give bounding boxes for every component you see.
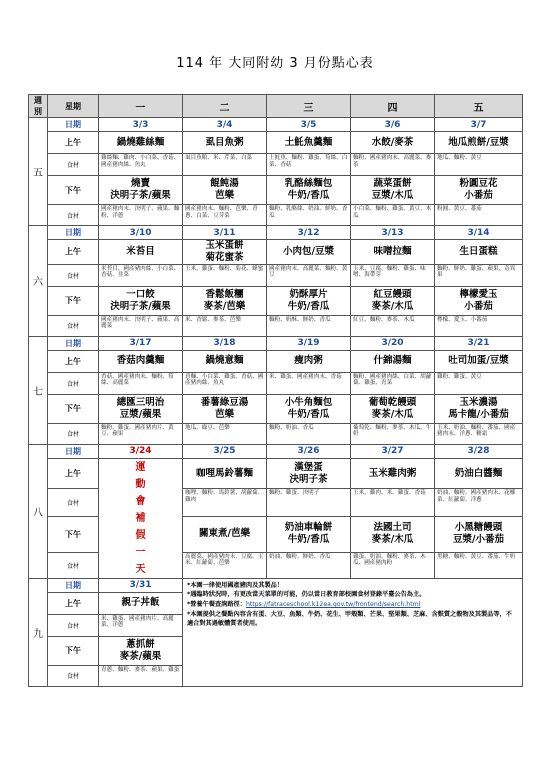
date-cell: 3/4 (183, 118, 267, 132)
pm-meal: 小牛角麵包 牛奶/香瓜 (267, 394, 351, 423)
am-ingredients: 米、雞蛋、國產豬肉末、香菇 (267, 372, 351, 394)
date-cell: 3/13 (351, 226, 435, 240)
pm-ingredients: 檸檬、愛玉、小番茄 (435, 315, 523, 336)
ingredients-label: 食材 (48, 614, 99, 636)
day-tue: 二 (183, 95, 267, 118)
menu-row (29, 315, 523, 336)
date-cell: 3/17 (99, 336, 183, 350)
menu-row (29, 286, 523, 315)
date-cell: 3/26 (267, 444, 351, 458)
makeup-char: 天 (135, 563, 146, 575)
notes-cell (183, 578, 523, 686)
pm-meal: 法國土司 麥茶/木瓜 (351, 516, 435, 552)
ingredients-label: 食材 (48, 489, 99, 516)
menu-row (29, 264, 523, 286)
am-ingredients: 奶油、麵粉、國產豬肉末、花椰菜、紅蘿蔔、洋蔥 (435, 489, 523, 516)
ingredients-label: 食材 (48, 264, 99, 286)
pm-meal: 乳酪絲麵包 牛奶/香瓜 (267, 176, 351, 205)
makeup-holiday (99, 458, 183, 578)
week-header: 週別 (29, 95, 48, 118)
pm-ingredients: 麵粉、奶油、香瓜 (267, 423, 351, 444)
pm-ingredients: 地瓜、綠豆、芭樂 (183, 423, 267, 444)
am-ingredients: 玉米、豆腐、麵粉、雞蛋、味噌、海帶芽 (351, 264, 435, 286)
pm-ingredients: 葡萄乾、麵粉、麥茶、木瓜、牛奶 (351, 423, 435, 444)
week-cell: 五 (29, 118, 48, 226)
makeup-char: 一 (135, 546, 146, 558)
date-label: 日期 (48, 118, 99, 132)
am-meal: 地瓜煎餅/豆漿 (435, 132, 523, 154)
am-meal: 玉米蛋餅 菊花蜜茶 (183, 240, 267, 265)
am-meal: 漢堡蛋 決明子茶 (267, 458, 351, 489)
pm-meal: 燒賣 決明子茶/蘋果 (99, 176, 183, 205)
menu-row (29, 240, 523, 265)
pm-ingredients: 粉圓、黃豆、番茄 (435, 205, 523, 226)
pm-meal: 總匯三明治 豆漿/蘋果 (99, 394, 183, 423)
pm-ingredients: 青蔥、麵粉、麥茶、蘋果、雞蛋 (99, 665, 183, 686)
am-ingredients: 香菇、國產豬肉末、麵粉、筍絲、高麗菜 (99, 372, 183, 394)
note-lunch-query (187, 600, 518, 610)
am-ingredients: 雞粉、雞蛋、黃豆 (435, 372, 523, 394)
pm-meal: 餛飩湯 芭樂 (183, 176, 267, 205)
am-meal: 味噌拉麵 (351, 240, 435, 265)
makeup-char: 假 (135, 529, 146, 541)
am-meal: 虱目魚粥 (183, 132, 267, 154)
menu-row (29, 176, 523, 205)
pm-meal: 番薯綠豆湯 芭樂 (183, 394, 267, 423)
note-lunch-label: *營養午餐查詢路徑： (187, 600, 246, 608)
am-ingredients: 麵粉、鮮奶、雞蛋、蘋果、奇異果 (435, 264, 523, 286)
am-label: 上午 (48, 350, 99, 372)
week-cell: 七 (29, 336, 48, 444)
pm-label: 下午 (48, 516, 99, 552)
date-cell: 3/7 (435, 118, 523, 132)
am-meal: 鍋燒意麵 (183, 350, 267, 372)
menu-row (29, 226, 523, 240)
am-ingredients: 雞絲麵、雞肉、小白菜、香菇、國產豬肉絲、魚丸 (99, 154, 183, 176)
ingredients-label: 食材 (48, 552, 99, 578)
am-meal: 土魠魚羹麵 (267, 132, 351, 154)
date-label: 日期 (48, 444, 99, 458)
snack-menu-table (28, 94, 523, 687)
am-ingredients: 米、雞蛋、國產豬肉片、高麗菜、洋蔥 (99, 614, 183, 636)
pm-ingredients: 麵粉、雞蛋、國產豬肉片、黃豆、蘋果 (99, 423, 183, 444)
am-ingredients: 麵粉、國產豬肉末、高麗菜、麥茶 (351, 154, 435, 176)
pm-ingredients: 奶油、麵粉、鮮奶、香瓜 (267, 552, 351, 578)
date-cell: 3/31 (99, 578, 183, 592)
am-meal: 奶油白醬麵 (435, 458, 523, 489)
page-title: 114 年 大同附幼 3 月份點心表 (176, 56, 374, 71)
menu-row (29, 205, 523, 226)
date-cell: 3/5 (267, 118, 351, 132)
am-ingredients: 土魠魚、麵粉、雞蛋、筍絲、白菜、香菇 (267, 154, 351, 176)
am-ingredients: 麵粉、雞蛋、決明子 (267, 489, 351, 516)
date-cell: 3/21 (435, 336, 523, 350)
ingredients-label: 食材 (48, 423, 99, 444)
pm-ingredients: 國產豬肉末、決明子、蘋果、高麗菜 (99, 315, 183, 336)
date-cell: 3/28 (435, 444, 523, 458)
menu-row (29, 336, 523, 350)
day-fri: 五 (435, 95, 523, 118)
pm-ingredients: 高麗菜、國產豬肉末、豆腐、玉米、紅蘿蔔、芭樂 (183, 552, 267, 578)
menu-row (29, 458, 523, 489)
am-meal: 瘦肉粥 (267, 350, 351, 372)
date-label: 日期 (48, 578, 99, 592)
pm-ingredients: 麵粉、奶酥、鮮奶、香瓜 (267, 315, 351, 336)
pm-ingredients: 國產豬肉末、決明子、蘋果、麵粉、洋蔥 (99, 205, 183, 226)
note-pork: *本園一律使用國產豬肉及其製品！ (187, 581, 284, 589)
pm-meal: 蔥抓餅 麥茶/蘋果 (99, 636, 183, 665)
lunch-query-link[interactable]: https://fatraceschool.k12ea.gov.tw/frontend/search.html (245, 600, 421, 608)
am-meal: 鍋燒雞絲麵 (99, 132, 183, 154)
week-cell: 九 (29, 578, 48, 686)
pm-meal: 玉米濃湯 馬卡龍/小番茄 (435, 394, 523, 423)
pm-meal: 關東煮/芭樂 (183, 516, 267, 552)
pm-meal: 小黑糖饅頭 豆漿/小番茄 (435, 516, 523, 552)
pm-meal: 檸檬愛玉 小番茄 (435, 286, 523, 315)
date-cell: 3/18 (183, 336, 267, 350)
date-cell: 3/14 (435, 226, 523, 240)
am-meal: 小肉包/豆漿 (267, 240, 351, 265)
day-wed: 三 (267, 95, 351, 118)
am-ingredients: 意麵、小白菜、雞蛋、香菇、國產豬肉絲、魚丸 (183, 372, 267, 394)
pm-meal: 紅豆饅頭 麥茶/木瓜 (351, 286, 435, 315)
pm-meal: 奶酥厚片 牛奶/香瓜 (267, 286, 351, 315)
am-ingredients: 米苔目、國產豬肉絲、小白菜、香菇、韭菜 (99, 264, 183, 286)
pm-ingredients: 小白菜、麵粉、雞蛋、黃豆、木瓜 (351, 205, 435, 226)
pm-meal: 葡萄乾饅頭 麥茶/木瓜 (351, 394, 435, 423)
pm-meal: 一口餃 決明子茶/蘋果 (99, 286, 183, 315)
ingredients-label: 食材 (48, 315, 99, 336)
date-cell: 3/12 (267, 226, 351, 240)
pm-meal: 奶油車輪餅 牛奶/香瓜 (267, 516, 351, 552)
day-thu: 四 (351, 95, 435, 118)
am-ingredients: 國產豬肉末、高麗菜、麵粉、黃豆 (267, 264, 351, 286)
day-mon: 一 (99, 95, 183, 118)
day-header: 星期 (48, 95, 99, 118)
pm-meal: 蔬菜蛋餅 豆漿/木瓜 (351, 176, 435, 205)
ingredients-label: 食材 (48, 205, 99, 226)
date-cell: 3/20 (351, 336, 435, 350)
date-cell: 3/3 (99, 118, 183, 132)
pm-ingredients: 黑糖、麵粉、黃豆、番茄、牛奶 (435, 552, 523, 578)
am-ingredients: 麵粉、國產豬肉絲、白菜、胡蘿蔔、雞蛋、青菜 (351, 372, 435, 394)
am-ingredients: 咖哩、麵粉、馬鈴薯、胡蘿蔔、雞肉 (183, 489, 267, 516)
pm-label: 下午 (48, 394, 99, 423)
am-meal: 玉米雞肉粥 (351, 458, 435, 489)
pm-meal: 香鬆飯糰 麥茶/芭樂 (183, 286, 267, 315)
am-label: 上午 (48, 240, 99, 265)
pm-ingredients: 米、香鬆、麥茶、芭樂 (183, 315, 267, 336)
am-label: 上午 (48, 592, 99, 614)
am-meal: 水餃/麥茶 (351, 132, 435, 154)
week-cell: 八 (29, 444, 48, 578)
date-label: 日期 (48, 226, 99, 240)
makeup-char: 會 (135, 495, 146, 507)
am-meal: 生日蛋糕 (435, 240, 523, 265)
menu-row (29, 350, 523, 372)
pm-label: 下午 (48, 176, 99, 205)
am-meal: 親子丼飯 (99, 592, 183, 614)
am-ingredients: 玉米、雞蛋、麵粉、菊花、蜂蜜 (183, 264, 267, 286)
ingredients-label: 食材 (48, 665, 99, 686)
am-meal: 香菇肉羹麵 (99, 350, 183, 372)
am-label: 上午 (48, 132, 99, 154)
am-ingredients: 虱目魚粮、米、芹菜、白菜 (183, 154, 267, 176)
makeup-char: 補 (135, 512, 146, 524)
pm-label: 下午 (48, 636, 99, 665)
date-cell: 3/6 (351, 118, 435, 132)
am-meal: 咖哩馬鈴薯麵 (183, 458, 267, 489)
note-allergen: *本園提供之餐點內容含有蛋、大豆、魚類、牛奶、花生、甲殼類、芒果、堅果類、芝麻、含麩質之穀物及其製品等，不適合對其過敏體質者使用。 (187, 610, 512, 628)
ingredients-label: 食材 (48, 372, 99, 394)
note-change: *遇臨時狀況時，有更改當天菜單的可能，仍以當日教育部校園食材登錄平臺公告為主。 (187, 591, 426, 599)
date-cell: 3/19 (267, 336, 351, 350)
pm-ingredients: 國產豬肉末、麵粉、芭樂、青蔥、白菜、豆芽菜 (183, 205, 267, 226)
makeup-char: 動 (135, 478, 146, 490)
pm-ingredients: 麵粉、乳酪絲、奶油、鮮奶、香瓜 (267, 205, 351, 226)
date-cell: 3/25 (183, 444, 267, 458)
am-ingredients: 玉米、雞肉、米、雞蛋、香菇 (351, 489, 435, 516)
am-meal: 米苔目 (99, 240, 183, 265)
pm-ingredients: 雞蛋、奶油、麵粉、麥茶、木瓜、國產豬肉粉 (351, 552, 435, 578)
menu-row (29, 578, 523, 592)
ingredients-label: 食材 (48, 154, 99, 176)
pm-label: 下午 (48, 286, 99, 315)
menu-row (29, 118, 523, 132)
pm-ingredients: 紅豆、麵粉、麥茶、木瓜 (351, 315, 435, 336)
date-cell: 3/11 (183, 226, 267, 240)
date-cell: 3/27 (351, 444, 435, 458)
menu-row (29, 444, 523, 458)
makeup-char: 運 (135, 461, 146, 473)
menu-row (29, 154, 523, 176)
date-cell: 3/10 (99, 226, 183, 240)
am-ingredients: 地瓜、麵粉、黃豆 (435, 154, 523, 176)
menu-row (29, 423, 523, 444)
pm-ingredients: 玉米、奶油、麵粉、番茄、國產豬肉末、洋蔥、糖霜 (435, 423, 523, 444)
week-cell: 六 (29, 226, 48, 337)
menu-row (29, 372, 523, 394)
menu-row (29, 132, 523, 154)
pm-meal: 粉圓豆花 小番茄 (435, 176, 523, 205)
am-meal: 吐司加蛋/豆漿 (435, 350, 523, 372)
date-label: 日期 (48, 336, 99, 350)
date-cell: 3/24 (99, 444, 183, 458)
am-label: 上午 (48, 458, 99, 489)
header-row (29, 95, 523, 118)
am-meal: 什錦湯麵 (351, 350, 435, 372)
menu-row (29, 394, 523, 423)
